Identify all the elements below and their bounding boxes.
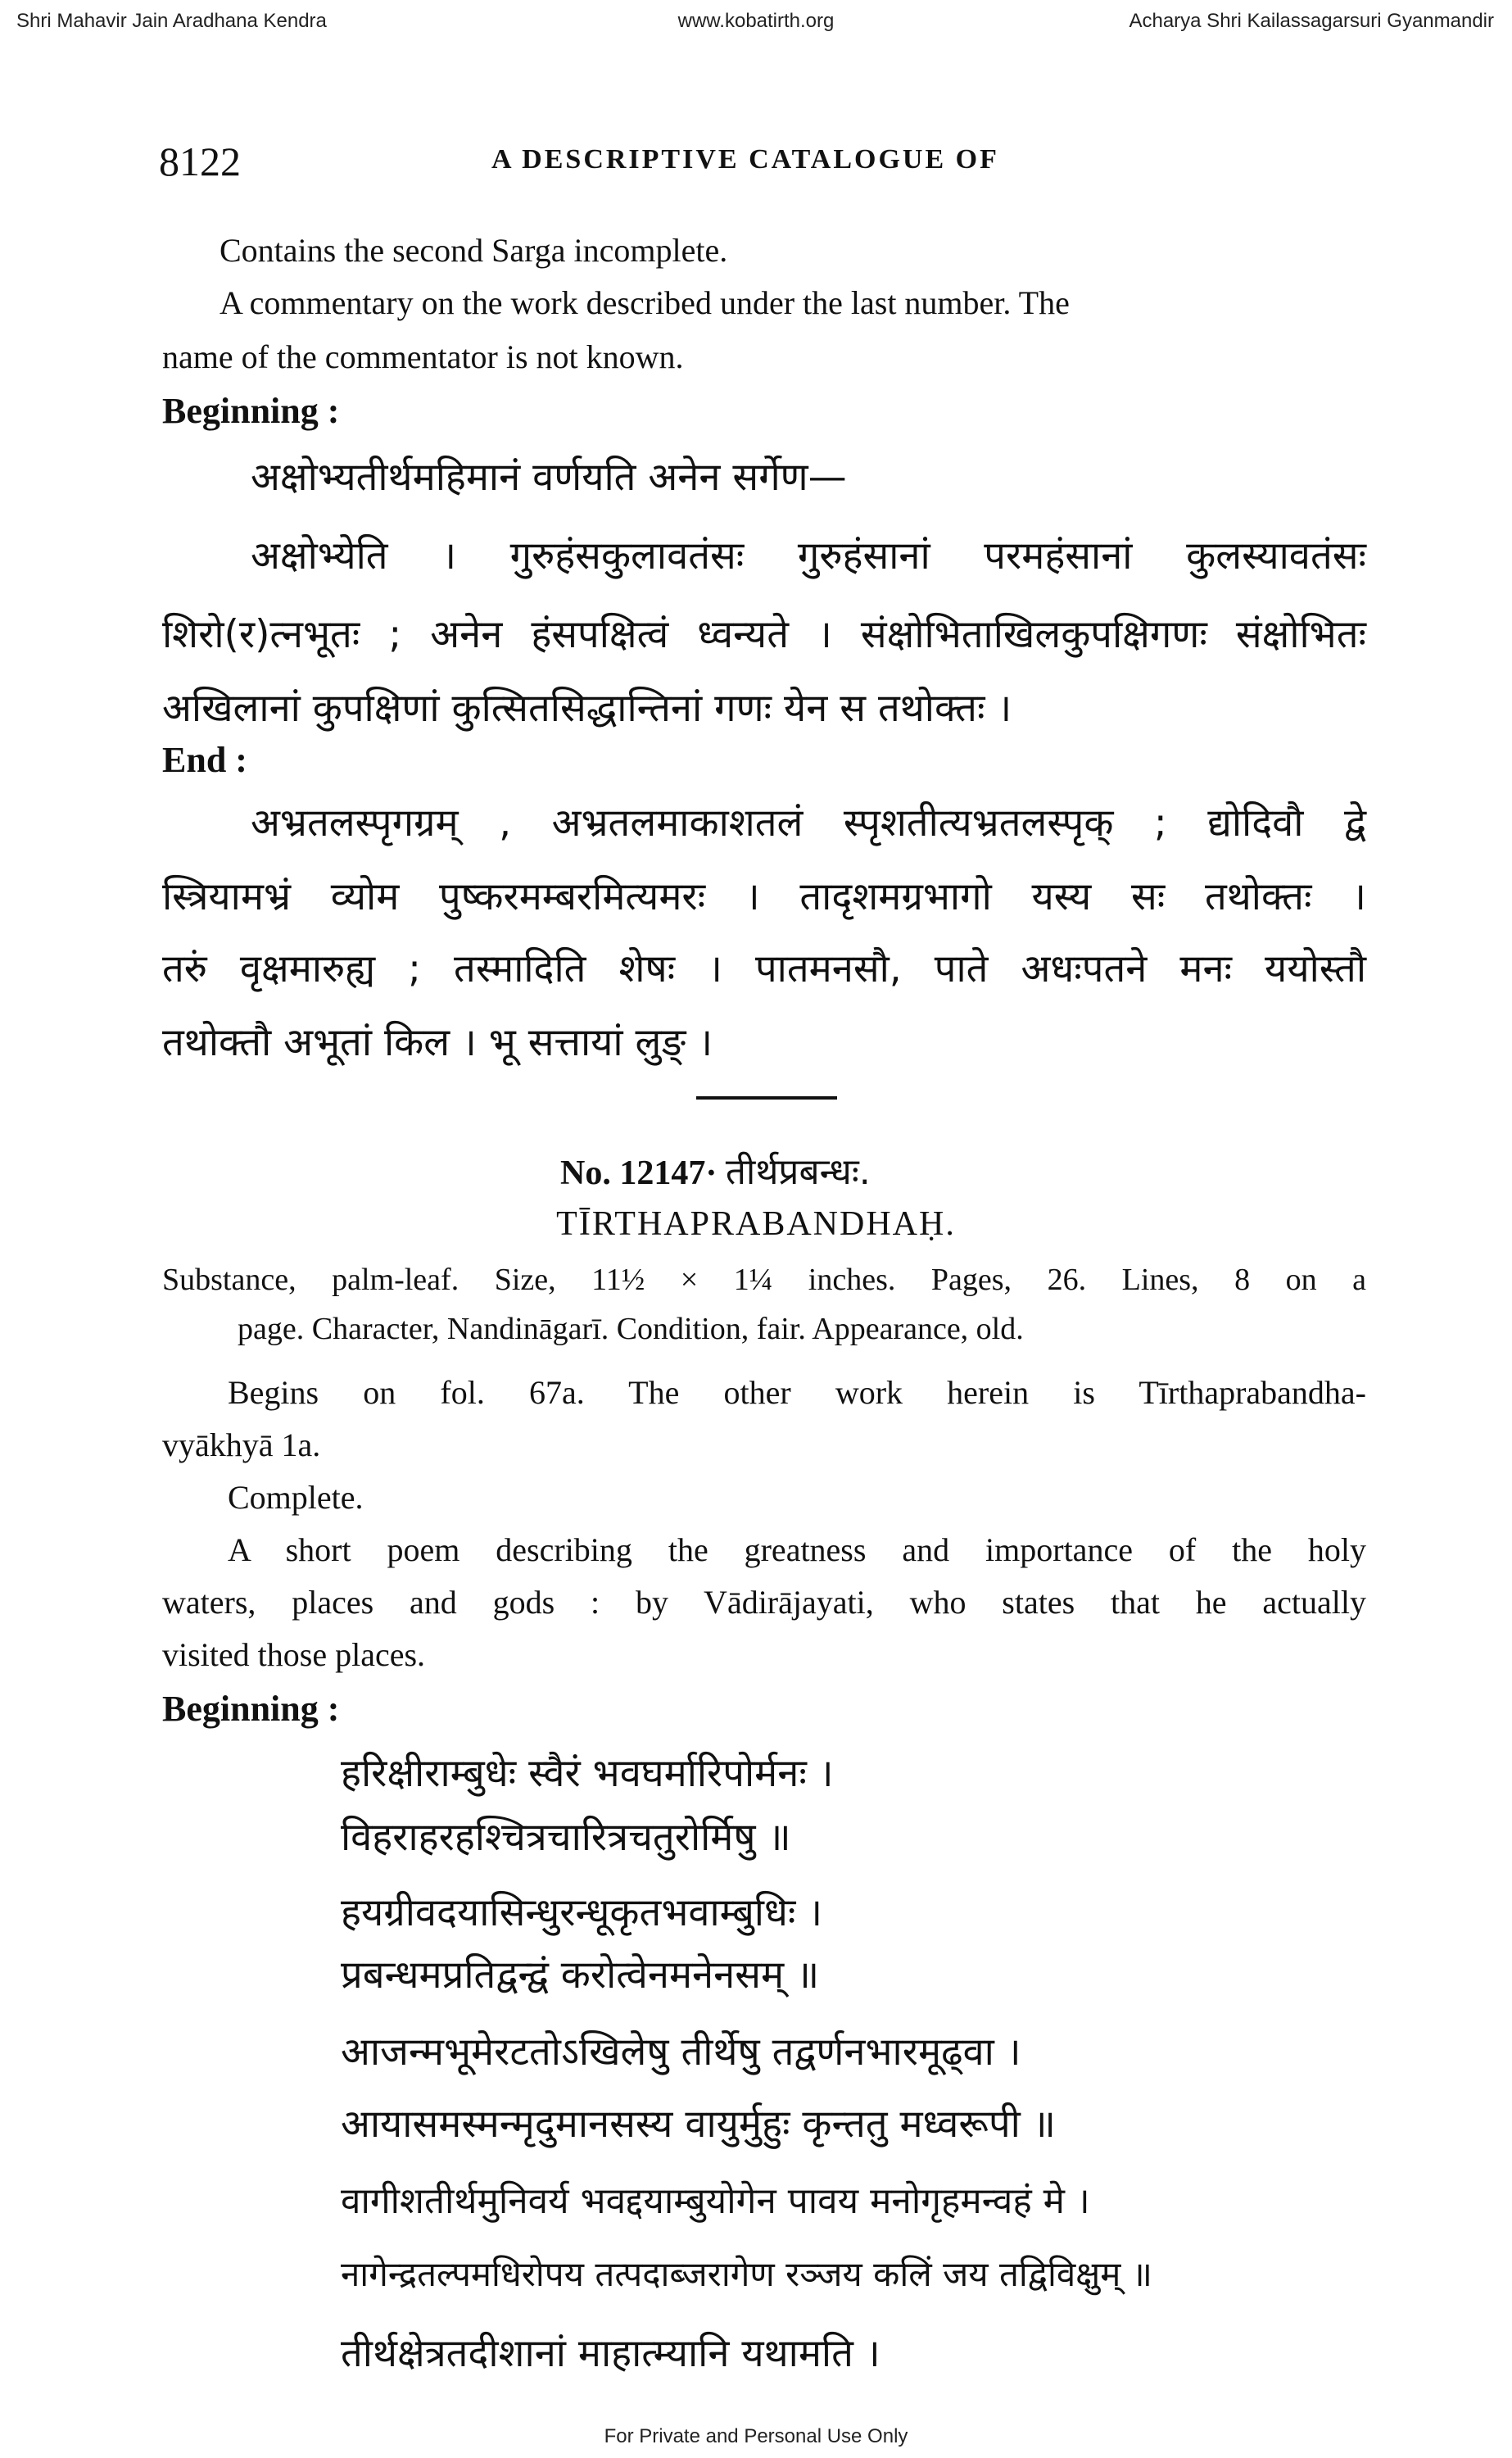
running-head-title: A DESCRIPTIVE CATALOGUE OF xyxy=(491,144,999,175)
commentary-line-2: name of the commentator is not known. xyxy=(162,338,684,375)
description-line-3: visited those places. xyxy=(162,1636,426,1673)
end-line-3: तरुं वृक्षमारुह्य ; तस्मादिति शेषः । पातमनसौ, पाते अधःपतने मनः ययोस्तौ xyxy=(162,946,1366,991)
entry-beginning-label: Beginning : xyxy=(162,1689,340,1729)
end-line-2: स्त्रियामभ्रं व्योम पुष्करमम्बरमित्यमरः । तादृशमग्रभागो यस्य सः तथोक्तः । xyxy=(162,874,1366,919)
beginning-line-3: शिरो(र)त्नभूतः ; अनेन हंसपक्षित्वं ध्वन्यते । संक्षोभिताखिलकुपक्षिगणः संक्षोभितः xyxy=(162,612,1366,657)
verse-line-1: हरिक्षीराम्बुधेः स्वैरं भवघर्मारिपोर्मनः । xyxy=(341,1751,834,1796)
verse-line-2: विहराहरहश्चित्रचारित्रचतुरोर्मिषु ॥ xyxy=(341,1815,791,1860)
footer-text: For Private and Personal Use Only xyxy=(604,2425,908,2447)
section-divider xyxy=(696,1096,837,1100)
verse-line-8: नागेन्द्रतल्पमधिरोपय तत्पदाब्जरागेण रञ्जय कलिं जय तद्विविक्षुम् ॥ xyxy=(341,2254,1152,2294)
beginning-line-2: अक्षोभ्येति । गुरुहंसकुलावतंसः गुरुहंसानां परमहंसानां कुलस्यावतंसः xyxy=(251,533,1366,578)
begins-line-2: vyākhyā 1a. xyxy=(162,1426,321,1463)
verse-line-6: आयासमस्मन्मृदुमानसस्य वायुर्मुहुः कृन्ततु मध्वरूपी ॥ xyxy=(341,2102,1056,2147)
meta-line-2: page. Character, Nandināgarī. Condition, fair. Appearance, old. xyxy=(238,1312,1024,1346)
beginning-label: Beginning : xyxy=(162,391,340,431)
end-label: End : xyxy=(162,740,247,780)
page-number: 8122 xyxy=(159,138,241,184)
complete-line: Complete. xyxy=(228,1479,364,1516)
begins-line-1: Begins on fol. 67a. The other work herein is Tīrthaprabandha- xyxy=(228,1374,1366,1411)
beginning-line-1: अक्षोभ्यतीर्थमहिमानं वर्णयति अनेन सर्गेण— xyxy=(251,455,847,500)
entry-title-devanagari: तीर्थप्रबन्धः. xyxy=(725,1151,871,1193)
header-right-text: Acharya Shri Kailassagarsuri Gyanmandir xyxy=(1129,10,1494,32)
entry-title-roman: TĪRTHAPRABANDHAḤ. xyxy=(556,1205,956,1243)
entry-number-label: No. 12147· xyxy=(560,1154,718,1192)
entry-number xyxy=(560,1145,871,1195)
end-line-4: तथोक्तौ अभूतां किल । भू सत्तायां लुङ् । xyxy=(162,1020,713,1065)
beginning-line-4: अखिलानां कुपक्षिणां कुत्सितसिद्धान्तिनां गणः येन स तथोक्तः । xyxy=(162,686,1012,731)
header-center-url: www.kobatirth.org xyxy=(677,10,835,32)
contains-line: Contains the second Sarga incomplete. xyxy=(220,232,728,269)
verse-line-9: तीर्थक्षेत्रतदीशानां माहात्म्यानि यथामति । xyxy=(341,2331,880,2376)
header-left-text: Shri Mahavir Jain Aradhana Kendra xyxy=(16,10,327,32)
verse-line-3: हयग्रीवदयासिन्धुरन्धूकृतभवाम्बुधिः । xyxy=(341,1890,823,1935)
verse-line-5: आजन्मभूमेरटतोऽखिलेषु तीर्थेषु तद्वर्णनभारमूढ्वा । xyxy=(341,2029,1021,2075)
end-line-1: अभ्रतलस्पृगग्रम् , अभ्रतलमाकाशतलं स्पृशतीत्यभ्रतलस्पृक् ; द्योदिवौ द्वे xyxy=(251,800,1366,846)
verse-line-4: प्रबन्धमप्रतिद्वन्द्वं करोत्वेनमनेनसम् ॥ xyxy=(341,1952,820,1998)
verse-line-7: वागीशतीर्थमुनिवर्य भवद्दयाम्बुयोगेन पावय मनोगृहमन्वहं मे । xyxy=(341,2180,1090,2222)
description-line-1: A short poem describing the greatness and importance of the holy xyxy=(228,1531,1366,1568)
description-line-2: waters, places and gods : by Vādirājayati, who states that he actually xyxy=(162,1584,1366,1621)
meta-line-1: Substance, palm-leaf. Size, 11½ × 1¼ inches. Pages, 26. Lines, 8 on a xyxy=(162,1263,1366,1297)
commentary-line-1: A commentary on the work described under the last number. The xyxy=(220,284,1070,321)
